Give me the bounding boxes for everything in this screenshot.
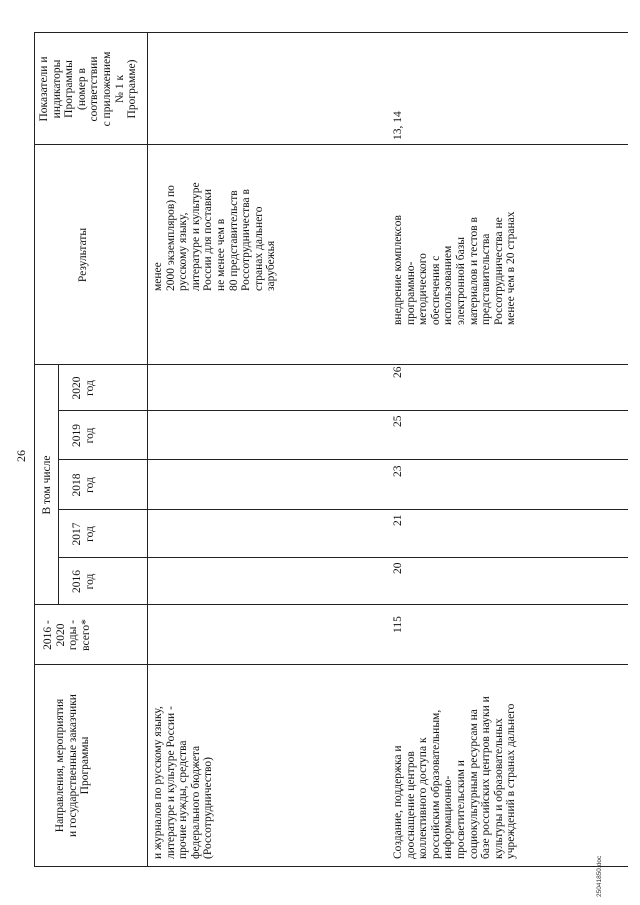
col-divider-2 <box>34 604 628 605</box>
table-subheader-divider <box>58 365 59 605</box>
header-results: Результаты <box>77 227 89 283</box>
header-directions: Направления, мероприятия и государственные заказчики Программы <box>54 694 92 837</box>
col-divider-1 <box>34 664 628 665</box>
row2-total: 115 <box>392 616 404 633</box>
header-year-2020: 2020 год <box>71 376 96 400</box>
header-indicators: Показатели и индикаторы Программы (номер в соответствии с приложением № 1 к Программе) <box>38 51 139 127</box>
row2-indicators: 13, 14 <box>392 111 404 140</box>
header-total: 2016 - 2020 годы - всего* <box>42 619 92 651</box>
table-top-border <box>34 33 35 867</box>
row1-direction: и журналов по русскому языку, литературе и культуре России - прочие нужды, средства федерального бюджета (Россотрудничество) <box>152 706 215 859</box>
row1-results: менее 2000 экземпляров) по русскому языку, литературе и культуре России для поставки не менее чем в 80 представительств Россотрудничества в странах дальнего зарубежья <box>152 182 278 291</box>
header-year-2016: 2016 год <box>71 570 96 593</box>
header-including: В том числе <box>41 455 53 515</box>
row2-direction: Создание, поддержка и дооснащение центров коллективного доступа к российским образовательным, информационно- просветительским и социокультурным ресурсам на базе российских центров науки и культуры и образовательных учреждений в странах дальнего <box>392 696 518 859</box>
row2-2016: 20 <box>392 562 404 574</box>
col-divider-7 <box>34 364 628 365</box>
col-divider-4 <box>58 509 628 510</box>
footer-code: 25041850.doc <box>596 855 603 897</box>
row2-2019: 25 <box>392 415 404 427</box>
col-divider-3 <box>58 557 628 558</box>
row2-results: внедрение комплексов программно- методического обеспечения с использованием электронной базы материалов и тестов в представительства Россотрудничества не менее чем в 20 странах <box>392 211 518 325</box>
header-bottom-border <box>147 33 148 867</box>
row2-2018: 23 <box>392 465 404 477</box>
row2-2020: 26 <box>392 366 404 378</box>
table-left-border <box>34 866 628 867</box>
col-divider-5 <box>58 459 628 460</box>
header-year-2017: 2017 год <box>71 522 96 546</box>
row2-2017: 21 <box>392 514 404 526</box>
header-year-2018: 2018 год <box>71 473 96 497</box>
col-divider-6 <box>58 410 628 411</box>
header-year-2019: 2019 год <box>71 424 96 447</box>
page-number: 26 <box>14 450 28 462</box>
